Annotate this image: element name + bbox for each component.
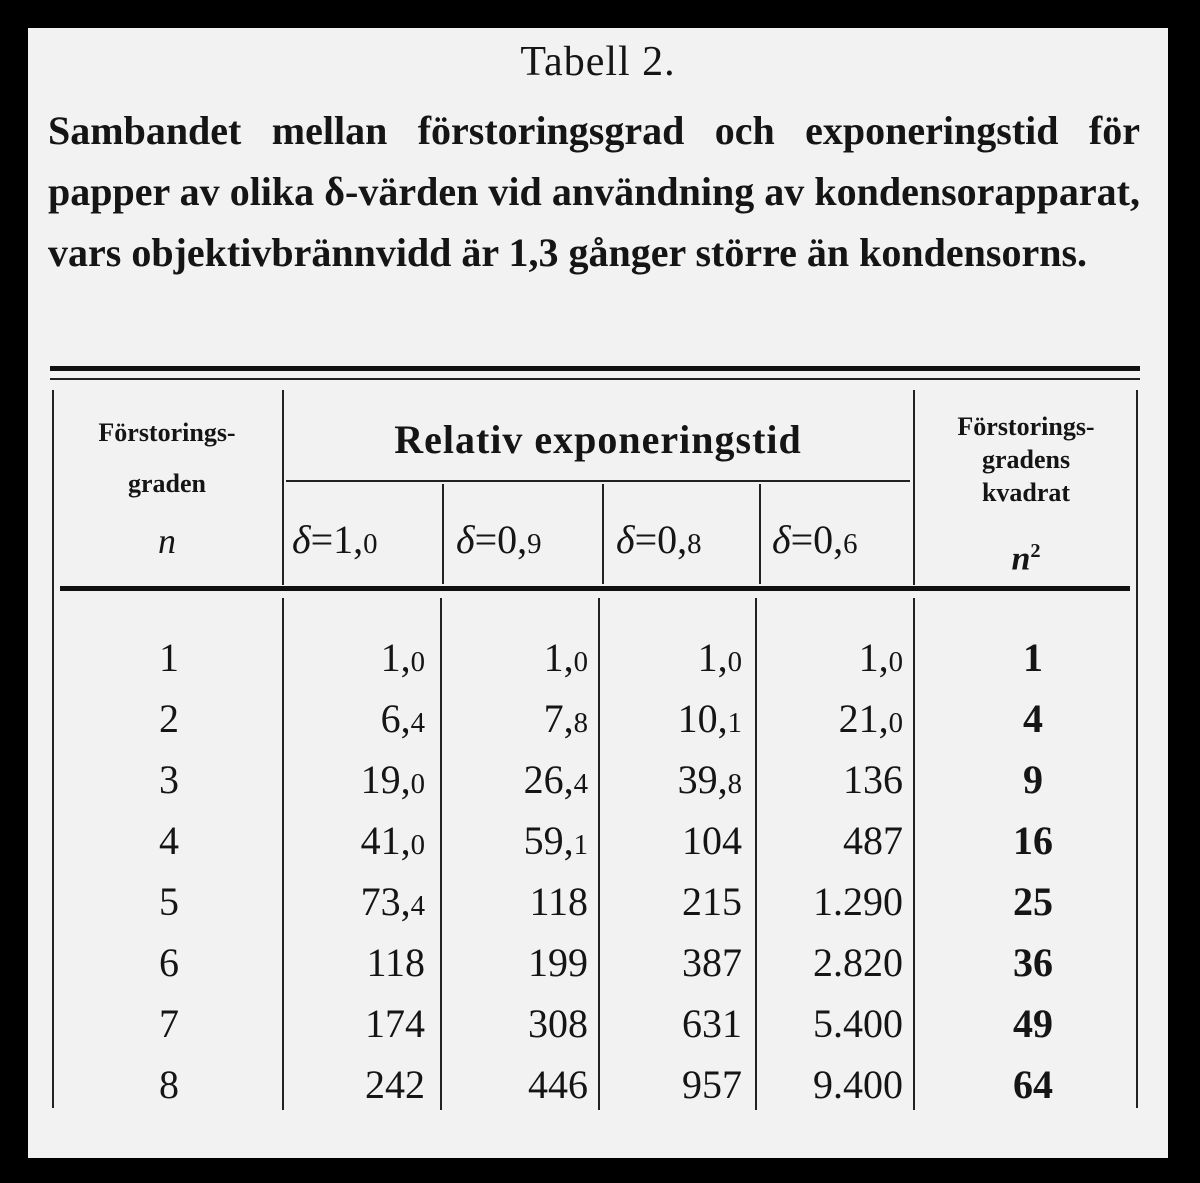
cell-delta-1: [285, 933, 425, 993]
cell-n: 3: [159, 757, 179, 802]
cell-delta-06: [758, 689, 903, 749]
cell-value: 19,: [360, 757, 411, 802]
cell-value: 1.290: [813, 879, 903, 924]
header-delta-3: δ=0,8: [616, 517, 702, 562]
cell-n-squared: 36: [1013, 940, 1053, 985]
cell-delta-09: [448, 811, 588, 871]
cell-delta-06: [758, 872, 903, 932]
table-title: Tabell 2.: [520, 39, 676, 85]
top-rule-thin: [50, 378, 1140, 380]
header-magnification-squared: Förstorings- gradens kvadrat: [957, 412, 1095, 507]
cell-value: 118: [366, 940, 425, 985]
cell-delta-06: [758, 994, 903, 1054]
cell-decimal: 4: [573, 768, 588, 800]
cell-n: 7: [159, 1001, 179, 1046]
cell-value: 5.400: [813, 1001, 903, 1046]
cell-delta-1: [285, 689, 425, 749]
cell-delta-08: [602, 750, 742, 810]
cell-delta-06: [758, 811, 903, 871]
cell-n: 1: [159, 635, 179, 680]
cell-delta-08: [602, 1055, 742, 1115]
cell-n: 2: [159, 696, 179, 741]
cell-delta-1: [285, 1055, 425, 1115]
cell-value: 10,: [677, 696, 728, 741]
cell-n-squared: 4: [1023, 696, 1043, 741]
cell-value: 446: [528, 1062, 588, 1107]
column-divider: [282, 390, 284, 585]
cell-delta-08: [602, 689, 742, 749]
cell-value: 2.820: [813, 940, 903, 985]
cell-delta-1: [285, 811, 425, 871]
table-border-right: [1136, 390, 1138, 1108]
table-caption: Sambandet mellan förstoringsgrad och exponeringstid för papper av olika δ-värden vid användning av kondensorapparat, vars objektivbrännvidd är 1,3 gånger större än kondensorns.: [48, 108, 1140, 275]
cell-value: 21,: [838, 696, 889, 741]
cell-decimal: 0: [410, 646, 425, 678]
column-divider: [440, 598, 442, 1110]
cell-value: 199: [528, 940, 588, 985]
cell-value: 1,: [380, 635, 411, 680]
cell-decimal: 0: [888, 707, 903, 739]
cell-value: 136: [843, 757, 903, 802]
cell-value: 118: [529, 879, 588, 924]
cell-value: 7,: [543, 696, 574, 741]
cell-value: 308: [528, 1001, 588, 1046]
cell-value: 39,: [677, 757, 728, 802]
cell-n: 4: [159, 818, 179, 863]
column-divider: [442, 484, 444, 584]
header-relative-exposure: Relativ exponeringstid: [394, 417, 802, 462]
cell-delta-08: [602, 628, 742, 688]
header-n-symbol: n: [158, 521, 176, 561]
cell-decimal: 8: [573, 707, 588, 739]
cell-decimal: 0: [410, 829, 425, 861]
cell-value: 1,: [697, 635, 728, 680]
column-divider: [755, 598, 757, 1110]
header-n-squared-symbol: $n^2$: [1011, 540, 1041, 578]
cell-delta-08: [602, 872, 742, 932]
cell-delta-08: [602, 811, 742, 871]
cell-delta-06: [758, 750, 903, 810]
cell-delta-1: [285, 872, 425, 932]
header-delta-4: δ=0,6: [772, 517, 858, 562]
cell-value: 957: [682, 1062, 742, 1107]
column-divider: [598, 598, 600, 1110]
cell-delta-09: [448, 1055, 588, 1115]
cell-delta-09: [448, 689, 588, 749]
cell-decimal: 4: [410, 707, 425, 739]
cell-delta-1: [285, 994, 425, 1054]
document-page: [28, 28, 1168, 1158]
cell-value: 104: [682, 818, 742, 863]
cell-delta-06: [758, 628, 903, 688]
group-underline: [286, 480, 910, 482]
cell-n-squared: 1: [1023, 635, 1043, 680]
cell-delta-06: [758, 933, 903, 993]
cell-value: 242: [365, 1062, 425, 1107]
cell-decimal: 8: [727, 768, 742, 800]
cell-decimal: 1: [573, 829, 588, 861]
cell-delta-06: [758, 1055, 903, 1115]
cell-delta-09: [448, 872, 588, 932]
header-magnification: Förstorings- graden: [98, 418, 236, 498]
cell-n-squared: 64: [1013, 1062, 1053, 1107]
cell-delta-09: [448, 994, 588, 1054]
cell-value: 487: [843, 818, 903, 863]
cell-n: 5: [159, 879, 179, 924]
cell-delta-09: [448, 750, 588, 810]
cell-decimal: 0: [888, 646, 903, 678]
top-rule: [50, 366, 1140, 371]
cell-delta-1: [285, 750, 425, 810]
cell-decimal: 0: [410, 768, 425, 800]
cell-value: 73,: [360, 879, 411, 924]
cell-delta-09: [448, 933, 588, 993]
cell-decimal: 0: [573, 646, 588, 678]
cell-delta-08: [602, 994, 742, 1054]
column-divider: [913, 598, 915, 1110]
cell-value: 9.400: [813, 1062, 903, 1107]
cell-n-squared: 16: [1013, 818, 1053, 863]
cell-n-squared: 9: [1023, 757, 1043, 802]
cell-n: 8: [159, 1062, 179, 1107]
header-rule: [60, 586, 1130, 591]
cell-value: 59,: [523, 818, 574, 863]
cell-value: 631: [682, 1001, 742, 1046]
column-divider: [282, 598, 284, 1110]
cell-value: 41,: [360, 818, 411, 863]
column-divider: [913, 390, 915, 585]
header-delta-1: δ=1,0: [292, 517, 378, 562]
cell-n: 6: [159, 940, 179, 985]
cell-value: 387: [682, 940, 742, 985]
cell-n-squared: 25: [1013, 879, 1053, 924]
cell-value: 26,: [523, 757, 574, 802]
cell-decimal: 0: [727, 646, 742, 678]
cell-value: 1,: [858, 635, 889, 680]
cell-delta-09: [448, 628, 588, 688]
table-border-left: [52, 390, 54, 1108]
cell-n-squared: 49: [1013, 1001, 1053, 1046]
cell-delta-1: [285, 628, 425, 688]
column-divider: [759, 484, 761, 584]
cell-value: 6,: [380, 696, 411, 741]
cell-decimal: 4: [410, 890, 425, 922]
cell-value: 215: [682, 879, 742, 924]
header-delta-2: δ=0,9: [456, 517, 542, 562]
cell-value: 1,: [543, 635, 574, 680]
cell-decimal: 1: [727, 707, 742, 739]
cell-value: 174: [365, 1001, 425, 1046]
cell-delta-08: [602, 933, 742, 993]
column-divider: [602, 484, 604, 584]
